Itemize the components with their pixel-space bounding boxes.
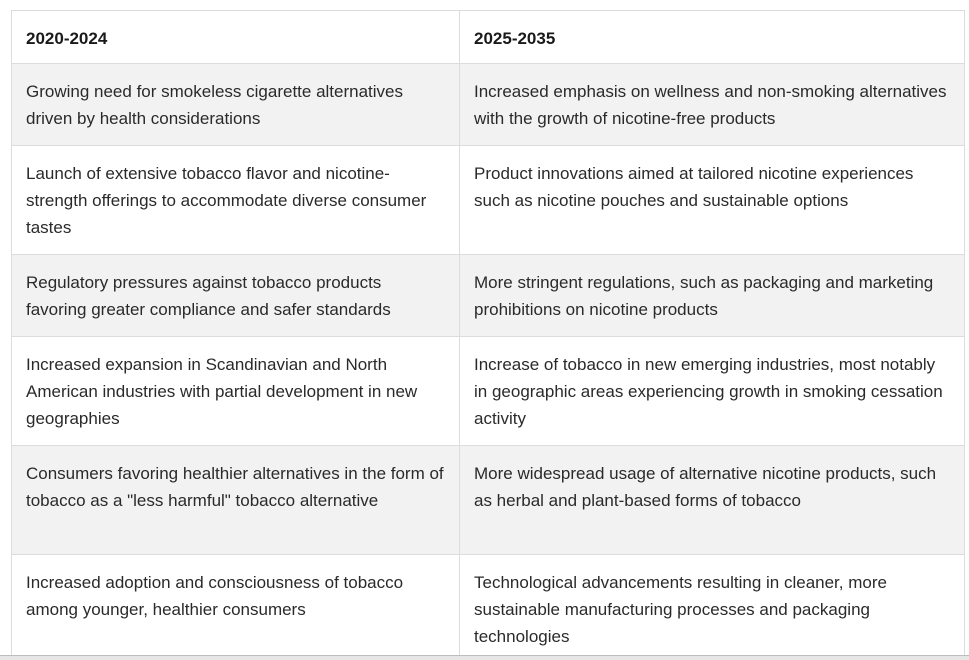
table-row [12, 446, 965, 555]
table-cell: More widespread usage of alternative nicotine products, such as herbal and plant-based forms of tobacco [460, 446, 965, 555]
table-cell: Launch of extensive tobacco flavor and nicotine-strength offerings to accommodate diverse consumer tastes [12, 146, 460, 255]
table-row [12, 255, 965, 337]
table-cell: Growing need for smokeless cigarette alternatives driven by health considerations [12, 64, 460, 146]
column-header-2025-2035: 2025-2035 [460, 11, 965, 64]
comparison-table-container [11, 10, 964, 660]
table-row [12, 146, 965, 255]
table-header-row [12, 11, 965, 64]
table-cell: Increased adoption and consciousness of tobacco among younger, healthier consumers [12, 555, 460, 660]
table-cell: Increased emphasis on wellness and non-smoking alternatives with the growth of nicotine-free products [460, 64, 965, 146]
table-cell: Increase of tobacco in new emerging industries, most notably in geographic areas experiencing growth in smoking cessation activity [460, 337, 965, 446]
table-cell: Technological advancements resulting in cleaner, more sustainable manufacturing processes and packaging technologies [460, 555, 965, 660]
page-bottom-divider [0, 655, 969, 660]
table-cell: Consumers favoring healthier alternatives in the form of tobacco as a "less harmful" tobacco alternative [12, 446, 460, 555]
table-cell: Product innovations aimed at tailored nicotine experiences such as nicotine pouches and sustainable options [460, 146, 965, 255]
table-cell: Increased expansion in Scandinavian and North American industries with partial development in new geographies [12, 337, 460, 446]
column-header-2020-2024: 2020-2024 [12, 11, 460, 64]
table-row [12, 64, 965, 146]
table-cell: More stringent regulations, such as packaging and marketing prohibitions on nicotine products [460, 255, 965, 337]
table-row [12, 337, 965, 446]
table-row [12, 555, 965, 660]
table-cell: Regulatory pressures against tobacco products favoring greater compliance and safer standards [12, 255, 460, 337]
comparison-table [11, 10, 965, 660]
